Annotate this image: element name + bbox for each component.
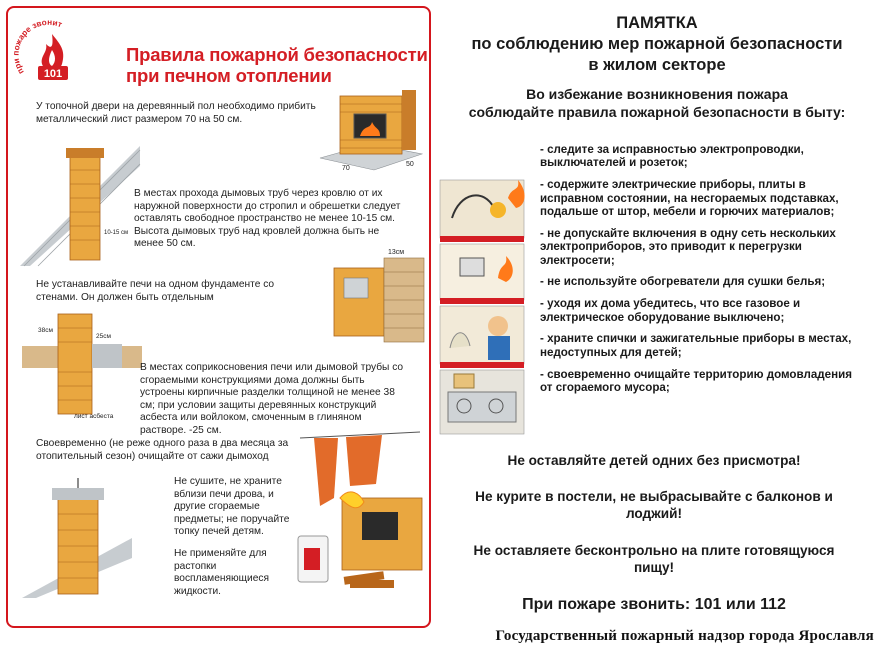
dim-25-label: 25см — [96, 333, 111, 340]
memo-intro-line1: Во избежание возникновения пожара — [526, 86, 788, 102]
memo-intro-line2: соблюдайте правила пожарной безопасности в быту: — [468, 104, 846, 120]
list-item: - не допускайте включения в одну сеть нескольких электроприборов, это приводит к перегрузки электросети; — [540, 226, 836, 267]
chimney-cap-illustration — [22, 478, 132, 598]
list-item: - храните спички и зажигательные приборы в местах, недоступных для детей; — [540, 332, 852, 359]
dim-13-label: 13см — [388, 249, 405, 256]
list-item: - содержите электрические приборы, плиты в исправном состоянии, на несгораемых подставках, подальше от штор, мебели и горючих материалов; — [540, 178, 839, 219]
warning-smoking: Не курите в постели, не выбрасывайте с балконов и лоджий! — [475, 489, 833, 521]
rule-firebreak: В местах соприкосновения печи или дымовой трубы со сгораемыми конструкциями дома должны быть устроены кирпичные разделки толщиной не менее 38 см; при условии защиты деревянных конструкций асбеста или войлоком, смоченным в глиняном растворе. -25 см. — [140, 362, 404, 436]
logo-number: 101 — [43, 68, 63, 80]
logo-arc-text — [11, 13, 88, 92]
emergency-phone: При пожаре звонить: 101 или 112 — [522, 596, 786, 613]
list-item: - уходя их дома убедитесь, что все газовое и электрическое оборудование выключено; — [540, 297, 801, 324]
dim-70-label: 70 — [342, 165, 350, 172]
warning-children: Не оставляйте детей одних без присмотра! — [507, 453, 801, 468]
rule-foundation: Не устанавливайте печи на одном фундаменте со стенами. Он должен быть отдельным — [36, 279, 275, 303]
firebreak-illustration — [22, 308, 142, 418]
list-item: - не используйте обогреватели для сушки белья; — [540, 275, 826, 289]
poster-title-line1: Правила пожарной безопасности — [126, 44, 428, 65]
asbestos-label: лист асбеста — [74, 413, 114, 420]
poster-title-line2: при печном отоплении — [126, 65, 332, 86]
dim-50-label: 50 — [406, 161, 414, 168]
rule-chimney-roof: В местах прохода дымовых труб через кровлю от их наружной поверхности до стропил и обрешетки следует оставлять свободное пространство не менее 10-15 см. Высота дымовых труб над кровлей должна быть не менее 50 см. — [134, 188, 401, 250]
rule-soot-cleaning: Своевременно (не реже одного раза в два месяца за отопительный сезон) очищайте от сажи дымоход — [36, 438, 289, 462]
memo-rules-list — [540, 143, 862, 403]
dim-10-15-label: 10-15 см — [104, 230, 129, 236]
foundation-illustration — [324, 248, 428, 348]
warning-cooking: Не оставляете бесконтрольно на плите готовящуюся пищу! — [473, 543, 835, 575]
rule-no-flammable: Не применяйте для растопки воспламеняющиеся жидкости. — [174, 548, 269, 597]
drying-clothes-illustration — [290, 428, 430, 593]
dim-38-label: 38см — [38, 327, 53, 334]
list-item: - своевременно очищайте территорию домовладения от сгораемого мусора; — [540, 367, 853, 395]
fire-safety-poster — [6, 6, 431, 628]
rule-no-drying: Не сушите, не храните вблизи печи дрова, и другие сгораемые предметы; не поручайте топку печей детям. — [174, 476, 290, 538]
chimney-roof-illustration — [20, 126, 140, 266]
svg-text:при пожаре звонить: при пожаре звонить — [11, 13, 64, 76]
stove-floor-illustration — [314, 88, 426, 174]
rule-metal-sheet: У топочной двери на деревянный пол необходимо прибить металлический лист размером 70 на 50 см. — [36, 101, 316, 125]
memo-subtitle-line1: по соблюдению мер пожарной безопасности — [471, 35, 843, 53]
list-item: - следите за исправностью электропроводки, выключателей и розеток; — [540, 143, 804, 170]
household-hazards-illustration — [440, 178, 532, 438]
memo-subtitle-line2: в жилом секторе — [588, 56, 726, 74]
memo-title: ПАМЯТКА — [616, 14, 698, 32]
poster-title — [126, 44, 428, 86]
footer-authority: Государственный пожарный надзор города Ярославля — [495, 628, 874, 644]
